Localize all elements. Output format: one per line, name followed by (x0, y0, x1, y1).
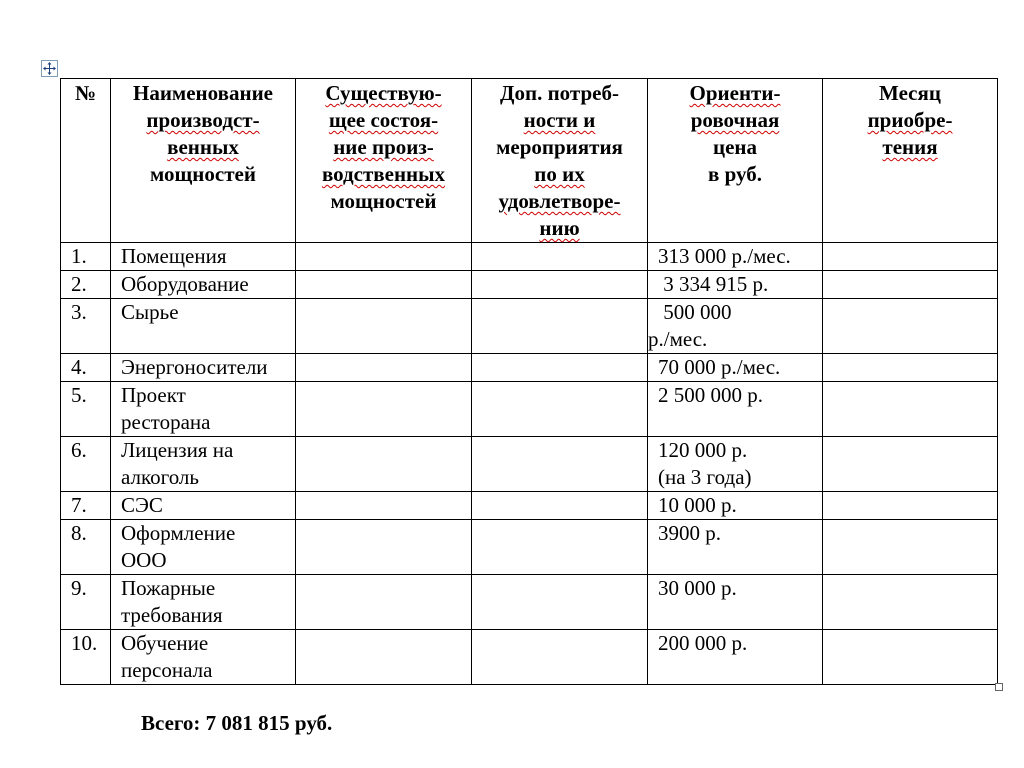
row-number: 3. (61, 299, 111, 354)
row-name: Обучение персонала (111, 630, 296, 685)
row-month (823, 630, 998, 685)
row-number: 7. (61, 492, 111, 520)
row-needs (472, 492, 648, 520)
row-number: 8. (61, 520, 111, 575)
table-row (61, 630, 998, 685)
row-number: 9. (61, 575, 111, 630)
row-existing (296, 630, 472, 685)
row-price: 30 000 р. (648, 575, 823, 630)
header-additional-needs: Доп. потреб- ности и мероприятия по их удовлетворе- нию (472, 79, 648, 243)
resources-table (60, 78, 998, 685)
row-name: Пожарные требования (111, 575, 296, 630)
table-row (61, 243, 998, 271)
row-month (823, 299, 998, 354)
header-name: Наименование производст- венных мощностей (111, 79, 296, 243)
row-name: СЭС (111, 492, 296, 520)
row-needs (472, 382, 648, 437)
row-needs (472, 520, 648, 575)
row-existing (296, 243, 472, 271)
table-row (61, 575, 998, 630)
table-row (61, 271, 998, 299)
row-name: Оформление ООО (111, 520, 296, 575)
table-move-handle-icon[interactable] (41, 60, 58, 77)
row-existing (296, 520, 472, 575)
row-price: 3900 р. (648, 520, 823, 575)
table-row (61, 354, 998, 382)
row-price: 120 000 р. (на 3 года) (648, 437, 823, 492)
header-number: № (61, 79, 111, 243)
table-row (61, 520, 998, 575)
row-name: Проект ресторана (111, 382, 296, 437)
table-row (61, 437, 998, 492)
row-month (823, 437, 998, 492)
row-month (823, 243, 998, 271)
row-existing (296, 354, 472, 382)
row-existing (296, 271, 472, 299)
row-month (823, 492, 998, 520)
row-needs (472, 299, 648, 354)
row-number: 5. (61, 382, 111, 437)
table-header-row (61, 79, 998, 243)
row-existing (296, 492, 472, 520)
row-name: Энергоносители (111, 354, 296, 382)
table-row (61, 492, 998, 520)
row-number: 6. (61, 437, 111, 492)
row-needs (472, 243, 648, 271)
row-name: Помещения (111, 243, 296, 271)
row-number: 10. (61, 630, 111, 685)
row-name: Оборудование (111, 271, 296, 299)
row-needs (472, 437, 648, 492)
row-needs (472, 354, 648, 382)
row-name: Лицензия на алкоголь (111, 437, 296, 492)
row-price: 2 500 000 р. (648, 382, 823, 437)
row-number: 2. (61, 271, 111, 299)
row-needs (472, 575, 648, 630)
row-price: 200 000 р. (648, 630, 823, 685)
row-existing (296, 299, 472, 354)
total-sum: Всего: 7 081 815 руб. (141, 711, 333, 735)
row-needs (472, 271, 648, 299)
row-price: 3 334 915 р. (648, 271, 823, 299)
row-existing (296, 575, 472, 630)
row-month (823, 520, 998, 575)
row-number: 1. (61, 243, 111, 271)
row-price: 70 000 р./мес. (648, 354, 823, 382)
row-price: 10 000 р. (648, 492, 823, 520)
row-month (823, 575, 998, 630)
row-existing (296, 382, 472, 437)
table-resize-handle-icon[interactable] (995, 683, 1003, 691)
row-price: 500 000 р./мес. (648, 299, 823, 354)
row-month (823, 382, 998, 437)
row-month (823, 354, 998, 382)
header-purchase-month: Месяц приобре- тения (823, 79, 998, 243)
row-existing (296, 437, 472, 492)
table-row (61, 382, 998, 437)
row-name: Сырье (111, 299, 296, 354)
header-existing-state: Существую- щее состоя- ние произ- водственных мощностей (296, 79, 472, 243)
row-number: 4. (61, 354, 111, 382)
row-month (823, 271, 998, 299)
row-needs (472, 630, 648, 685)
header-price: Ориенти- ровочная цена в руб. (648, 79, 823, 243)
table-row (61, 299, 998, 354)
row-price: 313 000 р./мес. (648, 243, 823, 271)
